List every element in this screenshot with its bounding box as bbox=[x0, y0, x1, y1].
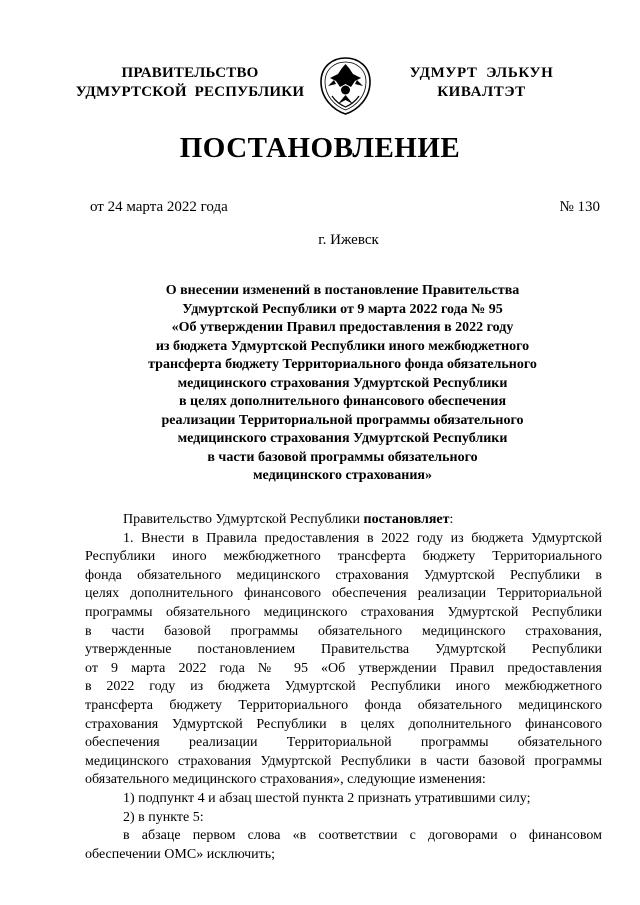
document-date: от 24 марта 2022 года bbox=[90, 199, 228, 215]
intro-keyword: постановляет bbox=[363, 512, 450, 527]
issuer-name-udmurt bbox=[374, 64, 589, 102]
title-line: реализации Территориальной программы обязательного bbox=[161, 412, 524, 428]
title-line: медицинского страхования Удмуртской Республики bbox=[177, 375, 508, 391]
coat-of-arms-icon bbox=[318, 56, 373, 116]
body-line: от 9 марта 2022 года № 95 «Об утверждении Правил предоставления bbox=[85, 660, 602, 676]
body-line: обеспечения реализации Территориальной программы обязательного bbox=[85, 735, 602, 751]
document-title bbox=[110, 282, 575, 486]
body-line: в абзаце первом слова «в соответствии с договорами о финансовом bbox=[123, 828, 602, 844]
body-line: 2) в пункте 5: bbox=[123, 809, 204, 825]
body-line: медицинского страхования Удмуртской Республики в части базовой программы bbox=[85, 753, 602, 769]
title-line: Удмуртской Республики от 9 марта 2022 года № 95 bbox=[182, 301, 503, 317]
body-line: утвержденные постановлением Правительства Удмуртской Республики bbox=[85, 642, 602, 658]
title-line: медицинского страхования Удмуртской Республики bbox=[177, 431, 508, 446]
intro-text: Правительство Удмуртской Республики bbox=[123, 512, 364, 527]
issuer-line-1: ПРАВИТЕЛЬСТВО bbox=[121, 65, 259, 81]
body-line: программы обязательного медицинского страхования Удмуртской Республики bbox=[85, 604, 602, 620]
title-line: из бюджета Удмуртской Республики иного межбюджетного bbox=[155, 338, 530, 354]
issuer-line-2: УДМУРТСКОЙ РЕСПУБЛИКИ bbox=[75, 84, 305, 100]
body-line: 1. Внести в Правила предоставления в 2022 году из бюджета Удмуртской bbox=[123, 530, 602, 546]
body-line: в 2022 году из бюджета Удмуртской Республики иного межбюджетного bbox=[85, 679, 602, 695]
title-line: «Об утверждении Правил предоставления в 2022 году bbox=[171, 320, 514, 335]
issuer-name-russian bbox=[62, 64, 318, 102]
body-line: целях дополнительного финансового обеспечения реализации Территориальной bbox=[85, 586, 602, 602]
body-line: обязательного медицинского страхования», следующие изменения: bbox=[85, 772, 486, 788]
intro-paragraph bbox=[85, 511, 602, 530]
document-type: ПОСТАНОВЛЕНИЕ bbox=[179, 132, 461, 164]
body-line: Республики иного межбюджетного трансферта бюджету Территориального bbox=[85, 549, 602, 565]
issuer-udmurt-line-1: УДМУРТ ЭЛЬКУН bbox=[409, 65, 554, 81]
document-city: г. Ижевск bbox=[318, 232, 379, 248]
document-number: № 130 bbox=[559, 199, 600, 215]
title-line: О внесении изменений в постановление Правительства bbox=[165, 283, 520, 298]
issuer-udmurt-line-2: КИВАЛТЭТ bbox=[437, 84, 526, 100]
title-line: трансферта бюджету Территориального фонда обязательного bbox=[148, 357, 537, 372]
body-line: фонда обязательного медицинского страхования Удмуртской Республики в bbox=[85, 567, 602, 583]
body-line: трансферта бюджету Территориального фонда обязательного медицинского bbox=[85, 697, 602, 713]
document-body bbox=[85, 511, 602, 864]
body-line: в части базовой программы обязательного медицинского страхования, bbox=[85, 623, 602, 639]
intro-colon: : bbox=[449, 512, 454, 527]
title-line: медицинского страхования» bbox=[253, 468, 432, 483]
body-line: 1) подпункт 4 и абзац шестой пункта 2 признать утратившими силу; bbox=[123, 790, 531, 806]
body-line: обеспечении ОМС» исключить; bbox=[85, 846, 276, 862]
body-line: страхования Удмуртской Республики в целях дополнительного финансового bbox=[85, 716, 602, 732]
title-line: в части базовой программы обязательного bbox=[207, 449, 478, 465]
title-line: в целях дополнительного финансового обеспечения bbox=[178, 394, 507, 409]
